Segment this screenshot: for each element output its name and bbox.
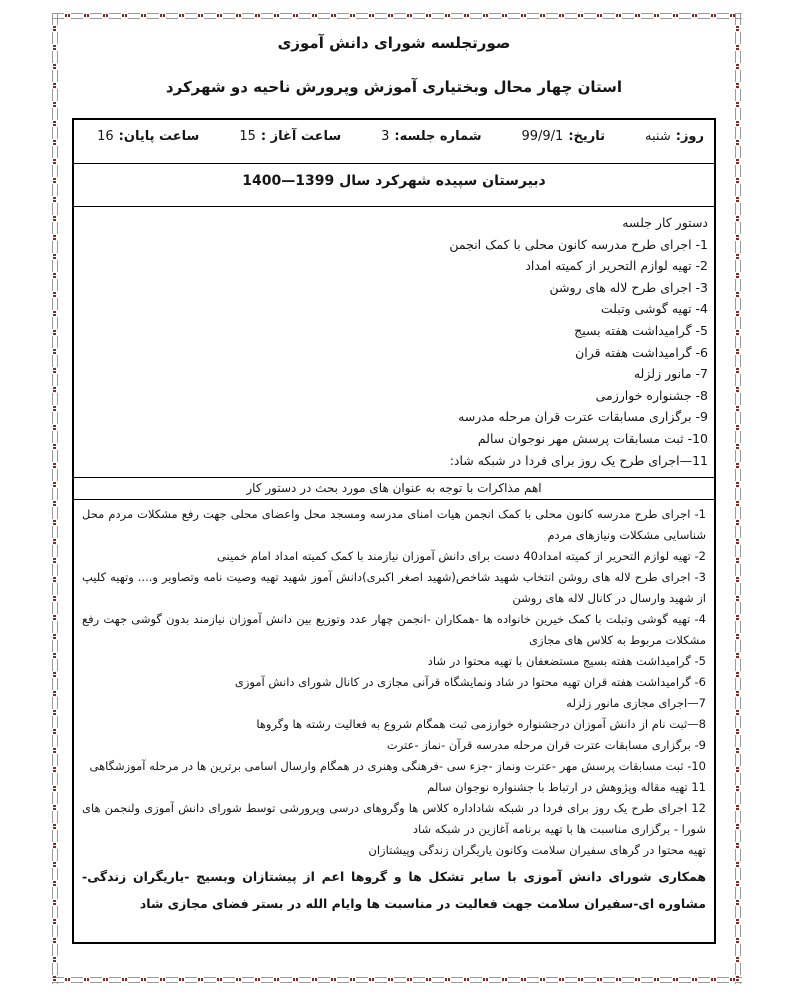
field-label: تاریخ: bbox=[568, 129, 606, 144]
document-subtitle: استان چهار محال وبختیاری آموزش وپرورش ناحیه دو شهرکرد bbox=[165, 78, 623, 96]
minutes-conclusion: همکاری شورای دانش آموزی با سایر تشکل ها و گروها اعم از پیشتازان وبسیج -یاریگران زندگی-مشاوره ای-سفیران سلامت جهت فعالیت در مناسبت ها وایام الله در بستر فضای مجازی شاد bbox=[82, 869, 706, 911]
minutes-item: 5- گرامیداشت هفته بسیج مستضعفان با تهیه محتوا در شاد bbox=[427, 654, 706, 668]
topics-header: اهم مذاکرات با توجه به عنوان های مورد بحث در دستور کار bbox=[246, 481, 542, 495]
field-value: 15 bbox=[239, 129, 256, 144]
field-label: ساعت پایان: bbox=[118, 129, 200, 144]
page-border-bottom bbox=[52, 977, 742, 984]
field-label: شماره جلسه: bbox=[394, 129, 482, 144]
agenda-item: 8- جشنواره خوارزمی bbox=[595, 387, 708, 403]
minutes-item: 4- تهیه گوشی وتبلت با کمک خیرین خانواده ها -همکاران -انجمن چهار عدد وتوزیع بین دانش آموزان نیازمند بدون گوشی جهت رفع مشکلات مربوط به کلاس های مجازی bbox=[82, 612, 706, 647]
agenda-list bbox=[80, 234, 708, 472]
field-label: ساعت آغاز : bbox=[260, 129, 342, 144]
field-value: 16 bbox=[97, 129, 114, 144]
minutes-item: 2- تهیه لوازم التحریر از کمیته امداد40 دست برای دانش آموزان نیازمند با کمک کمیته امداد امام خمینی bbox=[216, 549, 706, 563]
field-value: 3 bbox=[381, 129, 390, 144]
agenda-item: 3- اجرای طرح لاله های روشن bbox=[549, 279, 708, 295]
school-name-row bbox=[74, 164, 714, 207]
minutes-list bbox=[82, 504, 706, 861]
agenda-section bbox=[74, 207, 714, 478]
minutes-item: 7—اجرای مجازی مانور زلزله bbox=[566, 696, 706, 710]
document-title: صورتجلسه شورای دانش آموزی bbox=[277, 34, 511, 52]
meeting-info-field bbox=[239, 129, 341, 144]
agenda-item: 11—اجرای طرح یک روز برای فردا در شبکه شاد: bbox=[449, 452, 708, 468]
minutes-item: 12 اجرای طرح یک روز برای فردا در شبکه شاداداره کلاس ها وگروهای درسی وپرورشی توسط شورای دانش آموزی ولنجمن های شورا - برگزاری مناسبت ها با تهیه برنامه آغازین در شبکه شاد bbox=[82, 801, 706, 836]
minutes-item: 11 تهیه مقاله وپژوهش در ارتباط با جشنواره نوجوان سالم bbox=[427, 780, 706, 794]
page-border-left bbox=[52, 13, 59, 984]
meeting-info-field bbox=[97, 129, 199, 144]
minutes-body bbox=[74, 500, 714, 942]
title-block bbox=[80, 34, 708, 96]
agenda-item: 6- گرامیداشت هفته قران bbox=[575, 344, 708, 360]
minutes-table bbox=[72, 118, 716, 944]
minutes-item: 10- ثبت مسابقات پرسش مهر -عترت ونماز -جزء سی -فرهنگی وهنری در همگام وارسال اسامی برترین ها در مرحله آموزشگاهی bbox=[89, 759, 706, 773]
topics-header-row bbox=[74, 478, 714, 500]
field-value: شنبه bbox=[645, 129, 671, 144]
agenda-heading: دستور کار جلسه bbox=[622, 215, 708, 230]
minutes-item: 1- اجرای طرح مدرسه کانون محلی با کمک انجمن هیات امنای مدرسه ومسجد محل واعضای محلی جهت رفع مشکلات مردم محل شناسایی مشکلات ونیازهای مردم bbox=[82, 507, 706, 542]
meeting-info-field bbox=[381, 129, 481, 144]
minutes-item: 6- گرامیداشت هفته قران تهیه محتوا در شاد ونمایشگاه قرآنی مجازی در کانال شورای دانش آموزی bbox=[234, 675, 706, 689]
meeting-info-row bbox=[74, 120, 714, 164]
page-border-right bbox=[735, 13, 742, 984]
agenda-item: 7- مانور زلزله bbox=[633, 366, 708, 382]
page-border-top bbox=[52, 13, 742, 20]
agenda-item: 10- ثبت مسابقات پرسش مهر نوجوان سالم bbox=[477, 430, 708, 446]
field-value: 99/9/1 bbox=[521, 129, 564, 144]
school-name: دبیرستان سپیده شهرکرد سال 1399—1400 bbox=[242, 173, 546, 189]
meeting-info-field bbox=[521, 129, 605, 144]
agenda-item: 2- تهیه لوازم التحریر از کمیته امداد bbox=[525, 258, 708, 274]
minutes-item: تهیه محتوا در گرهای سفیران سلامت وکانون یاریگران زندگی وپیشتازان bbox=[368, 843, 706, 857]
minutes-item: 9- برگزاری مسابقات عترت قران مرحله مدرسه قرآن -نماز -عترت bbox=[386, 738, 706, 752]
agenda-item: 1- اجرای طرح مدرسه کانون محلی با کمک انجمن bbox=[449, 236, 708, 252]
agenda-item: 4- تهیه گوشی وتبلت bbox=[600, 301, 708, 317]
minutes-item: 3- اجرای طرح لاله های روشن انتخاب شهید شاخص(شهید اصغر اکبری)دانش آموز شهید تهیه وصیت نامه وتصاویر و.... وتهیه کلیپ از شهید وارسال در کانال لاله های روشن bbox=[82, 570, 706, 605]
agenda-item: 5- گرامیداشت هفته بسیج bbox=[574, 322, 708, 338]
field-label: روز: bbox=[675, 129, 704, 144]
agenda-item: 9- برگزاری مسابقات عترت قران مرحله مدرسه bbox=[458, 409, 708, 425]
meeting-info-field bbox=[645, 129, 704, 144]
minutes-item: 8—ثبت نام از دانش آموزان درجشنواره خوارزمی ثبت همگام شروع به فعالیت رشته ها وگروها bbox=[256, 717, 706, 731]
